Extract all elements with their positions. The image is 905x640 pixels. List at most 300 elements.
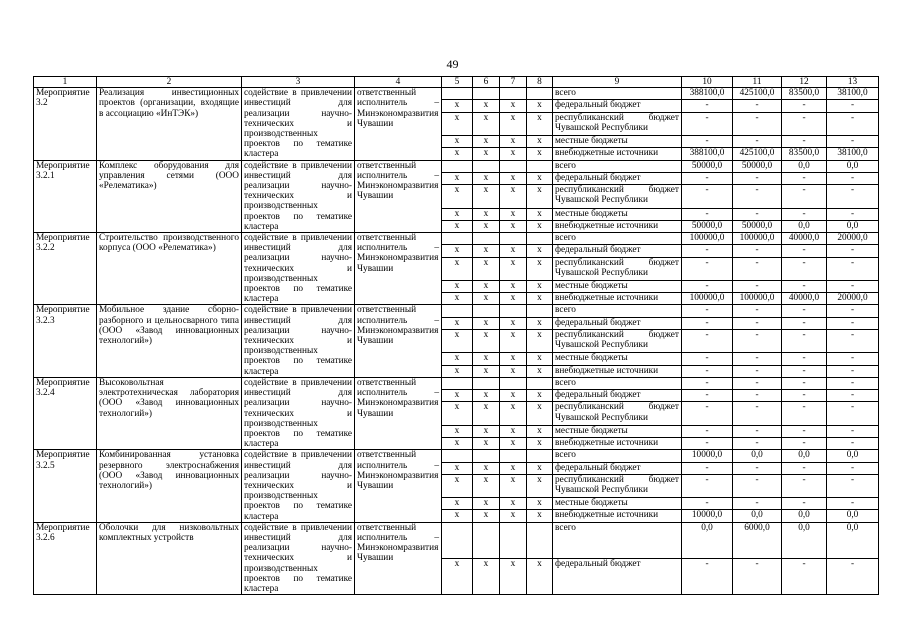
amount-cell: - bbox=[782, 245, 827, 257]
code-cell: x bbox=[500, 317, 527, 329]
column-header: 1 bbox=[34, 77, 97, 88]
code-cell bbox=[473, 305, 500, 317]
code-cell: x bbox=[473, 220, 500, 232]
activities-table bbox=[33, 76, 879, 595]
code-cell bbox=[442, 522, 473, 558]
amount-cell: - bbox=[682, 100, 733, 112]
code-cell: x bbox=[473, 317, 500, 329]
amount-cell: - bbox=[733, 245, 782, 257]
amount-cell: - bbox=[733, 112, 782, 135]
amount-cell: - bbox=[733, 462, 782, 474]
amount-cell: - bbox=[827, 438, 879, 450]
amount-cell: 100000,0 bbox=[682, 233, 733, 245]
code-cell: x bbox=[442, 208, 473, 220]
funding-source: внебюджетные источники bbox=[553, 438, 682, 450]
code-cell: x bbox=[527, 390, 553, 402]
funding-source: республиканский бюджет Чувашской Республики bbox=[553, 257, 682, 280]
code-cell: x bbox=[473, 293, 500, 305]
amount-cell: - bbox=[827, 185, 879, 208]
amount-cell: - bbox=[682, 558, 733, 594]
funding-source: федеральный бюджет bbox=[553, 390, 682, 402]
amount-cell: - bbox=[782, 257, 827, 280]
code-cell: x bbox=[442, 390, 473, 402]
code-cell: x bbox=[473, 172, 500, 184]
code-cell: x bbox=[473, 438, 500, 450]
code-cell: x bbox=[442, 438, 473, 450]
amount-cell: 10000,0 bbox=[682, 510, 733, 522]
amount-cell: - bbox=[682, 438, 733, 450]
amount-cell: - bbox=[733, 317, 782, 329]
activity-description: содействие в привлечении инвестиций для реализации научно-технических и производственных проектов по тематике кластера bbox=[242, 233, 355, 305]
amount-cell: 50000,0 bbox=[682, 220, 733, 232]
column-header: 10 bbox=[682, 77, 733, 88]
amount-cell: - bbox=[733, 402, 782, 425]
amount-cell: - bbox=[682, 425, 733, 437]
amount-cell: - bbox=[782, 438, 827, 450]
activity-id: Мероприятие 3.2 bbox=[34, 88, 97, 160]
code-cell: x bbox=[527, 257, 553, 280]
amount-cell: - bbox=[733, 280, 782, 292]
code-cell: x bbox=[527, 100, 553, 112]
amount-cell: - bbox=[682, 172, 733, 184]
funding-source: местные бюджеты bbox=[553, 208, 682, 220]
funding-source: республиканский бюджет Чувашской Республики bbox=[553, 112, 682, 135]
code-cell: x bbox=[442, 510, 473, 522]
code-cell bbox=[442, 450, 473, 462]
code-cell: x bbox=[527, 474, 553, 497]
code-cell bbox=[527, 88, 553, 100]
code-cell: x bbox=[527, 185, 553, 208]
amount-cell: - bbox=[682, 498, 733, 510]
code-cell bbox=[527, 233, 553, 245]
code-cell: x bbox=[527, 510, 553, 522]
code-cell: x bbox=[527, 148, 553, 160]
code-cell: x bbox=[500, 462, 527, 474]
code-cell: x bbox=[473, 100, 500, 112]
amount-cell: - bbox=[782, 353, 827, 365]
code-cell bbox=[473, 88, 500, 100]
code-cell: x bbox=[500, 257, 527, 280]
code-cell: x bbox=[442, 474, 473, 497]
code-cell: x bbox=[500, 100, 527, 112]
code-cell bbox=[527, 377, 553, 389]
code-cell: x bbox=[442, 112, 473, 135]
responsible-executor: ответственный исполнитель – Минэкономразвития Чувашии bbox=[355, 305, 442, 377]
amount-cell: 10000,0 bbox=[682, 450, 733, 462]
amount-cell: - bbox=[682, 462, 733, 474]
amount-cell: - bbox=[682, 377, 733, 389]
code-cell bbox=[500, 377, 527, 389]
code-cell: x bbox=[500, 365, 527, 377]
code-cell: x bbox=[527, 245, 553, 257]
code-cell bbox=[500, 233, 527, 245]
amount-cell: - bbox=[827, 257, 879, 280]
funding-source: республиканский бюджет Чувашской Республики bbox=[553, 329, 682, 352]
code-cell: x bbox=[500, 402, 527, 425]
code-cell bbox=[473, 450, 500, 462]
funding-source: внебюджетные источники bbox=[553, 510, 682, 522]
funding-source: всего bbox=[553, 450, 682, 462]
code-cell: x bbox=[442, 185, 473, 208]
amount-cell: - bbox=[827, 280, 879, 292]
amount-cell: - bbox=[682, 136, 733, 148]
amount-cell: - bbox=[827, 462, 879, 474]
code-cell: x bbox=[527, 462, 553, 474]
amount-cell: 0,0 bbox=[782, 450, 827, 462]
funding-source: внебюджетные источники bbox=[553, 365, 682, 377]
amount-cell: 0,0 bbox=[827, 510, 879, 522]
table-row bbox=[34, 233, 879, 245]
code-cell bbox=[500, 305, 527, 317]
code-cell bbox=[473, 377, 500, 389]
amount-cell: - bbox=[733, 305, 782, 317]
code-cell bbox=[527, 160, 553, 172]
amount-cell: 20000,0 bbox=[827, 233, 879, 245]
code-cell: x bbox=[473, 257, 500, 280]
code-cell: x bbox=[500, 293, 527, 305]
funding-source: федеральный бюджет bbox=[553, 462, 682, 474]
amount-cell: - bbox=[782, 402, 827, 425]
amount-cell: - bbox=[827, 136, 879, 148]
amount-cell: - bbox=[782, 329, 827, 352]
code-cell: x bbox=[442, 220, 473, 232]
code-cell: x bbox=[500, 353, 527, 365]
funding-source: всего bbox=[553, 377, 682, 389]
amount-cell: - bbox=[827, 377, 879, 389]
amount-cell: - bbox=[827, 498, 879, 510]
amount-cell: 0,0 bbox=[682, 522, 733, 558]
amount-cell: - bbox=[782, 365, 827, 377]
code-cell: x bbox=[500, 245, 527, 257]
activity-id: Мероприятие 3.2.2 bbox=[34, 233, 97, 305]
amount-cell: - bbox=[733, 558, 782, 594]
amount-cell: - bbox=[733, 425, 782, 437]
amount-cell: - bbox=[782, 136, 827, 148]
activity-name: Строительство производственного корпуса (ООО «Релематика») bbox=[97, 233, 242, 305]
code-cell: x bbox=[442, 425, 473, 437]
code-cell: x bbox=[473, 402, 500, 425]
code-cell: x bbox=[527, 317, 553, 329]
amount-cell: - bbox=[733, 172, 782, 184]
amount-cell: - bbox=[782, 390, 827, 402]
amount-cell: 20000,0 bbox=[827, 293, 879, 305]
amount-cell: - bbox=[733, 100, 782, 112]
code-cell: x bbox=[442, 172, 473, 184]
column-header: 5 bbox=[442, 77, 473, 88]
amount-cell: 38100,0 bbox=[827, 88, 879, 100]
funding-source: республиканский бюджет Чувашской Республики bbox=[553, 185, 682, 208]
code-cell: x bbox=[527, 220, 553, 232]
code-cell: x bbox=[527, 402, 553, 425]
column-header: 13 bbox=[827, 77, 879, 88]
code-cell: x bbox=[442, 100, 473, 112]
code-cell: x bbox=[473, 558, 500, 594]
table-body bbox=[34, 88, 879, 595]
code-cell bbox=[500, 450, 527, 462]
amount-cell: - bbox=[682, 317, 733, 329]
amount-cell: - bbox=[827, 172, 879, 184]
code-cell: x bbox=[473, 462, 500, 474]
code-cell: x bbox=[473, 390, 500, 402]
amount-cell: 40000,0 bbox=[782, 233, 827, 245]
code-cell: x bbox=[500, 172, 527, 184]
funding-source: внебюджетные источники bbox=[553, 220, 682, 232]
code-cell: x bbox=[473, 245, 500, 257]
code-cell: x bbox=[473, 148, 500, 160]
amount-cell: - bbox=[733, 474, 782, 497]
amount-cell: 388100,0 bbox=[682, 88, 733, 100]
amount-cell: - bbox=[782, 280, 827, 292]
funding-source: федеральный бюджет bbox=[553, 558, 682, 594]
code-cell: x bbox=[527, 558, 553, 594]
code-cell: x bbox=[527, 498, 553, 510]
funding-source: федеральный бюджет bbox=[553, 245, 682, 257]
code-cell: x bbox=[473, 329, 500, 352]
amount-cell: 425100,0 bbox=[733, 148, 782, 160]
code-cell bbox=[442, 305, 473, 317]
responsible-executor: ответственный исполнитель – Минэкономразвития Чувашии bbox=[355, 160, 442, 232]
code-cell: x bbox=[442, 148, 473, 160]
code-cell: x bbox=[500, 280, 527, 292]
code-cell: x bbox=[473, 185, 500, 208]
amount-cell: 6000,0 bbox=[733, 522, 782, 558]
code-cell bbox=[442, 88, 473, 100]
code-cell: x bbox=[442, 365, 473, 377]
amount-cell: 83500,0 bbox=[782, 88, 827, 100]
code-cell: x bbox=[473, 280, 500, 292]
column-header: 11 bbox=[733, 77, 782, 88]
code-cell: x bbox=[527, 353, 553, 365]
amount-cell: 388100,0 bbox=[682, 148, 733, 160]
code-cell: x bbox=[473, 353, 500, 365]
amount-cell: 0,0 bbox=[733, 450, 782, 462]
code-cell: x bbox=[442, 245, 473, 257]
code-cell: x bbox=[500, 498, 527, 510]
code-cell bbox=[500, 160, 527, 172]
code-cell: x bbox=[442, 280, 473, 292]
code-cell bbox=[473, 522, 500, 558]
amount-cell: 0,0 bbox=[827, 450, 879, 462]
amount-cell: - bbox=[827, 402, 879, 425]
code-cell: x bbox=[473, 498, 500, 510]
amount-cell: - bbox=[827, 245, 879, 257]
code-cell: x bbox=[442, 136, 473, 148]
amount-cell: - bbox=[827, 208, 879, 220]
amount-cell: - bbox=[682, 280, 733, 292]
amount-cell: - bbox=[682, 353, 733, 365]
activity-name: Комплекс оборудования для управления сетями (ООО «Релематика») bbox=[97, 160, 242, 232]
code-cell bbox=[473, 233, 500, 245]
activity-id: Мероприятие 3.2.6 bbox=[34, 522, 97, 594]
activity-name: Реализация инвестиционных проектов (организации, входящие в ассоциацию «ИнТЭК») bbox=[97, 88, 242, 160]
code-cell: x bbox=[527, 172, 553, 184]
amount-cell: 50000,0 bbox=[733, 160, 782, 172]
amount-cell: - bbox=[827, 329, 879, 352]
amount-cell: - bbox=[733, 390, 782, 402]
table-row bbox=[34, 305, 879, 317]
code-cell: x bbox=[473, 365, 500, 377]
code-cell: x bbox=[500, 185, 527, 208]
funding-source: местные бюджеты bbox=[553, 353, 682, 365]
code-cell: x bbox=[442, 402, 473, 425]
code-cell: x bbox=[442, 462, 473, 474]
amount-cell: - bbox=[827, 425, 879, 437]
amount-cell: - bbox=[682, 329, 733, 352]
table-row bbox=[34, 522, 879, 558]
code-cell: x bbox=[527, 293, 553, 305]
column-header: 6 bbox=[473, 77, 500, 88]
header-row bbox=[34, 77, 879, 88]
amount-cell: 0,0 bbox=[827, 522, 879, 558]
table-row bbox=[34, 377, 879, 389]
amount-cell: - bbox=[782, 112, 827, 135]
column-header: 9 bbox=[553, 77, 682, 88]
code-cell: x bbox=[500, 425, 527, 437]
activity-id: Мероприятие 3.2.3 bbox=[34, 305, 97, 377]
code-cell: x bbox=[473, 510, 500, 522]
amount-cell: - bbox=[827, 305, 879, 317]
code-cell bbox=[527, 522, 553, 558]
table-row bbox=[34, 88, 879, 100]
amount-cell: 83500,0 bbox=[782, 148, 827, 160]
amount-cell: 50000,0 bbox=[682, 160, 733, 172]
code-cell: x bbox=[527, 438, 553, 450]
code-cell bbox=[500, 522, 527, 558]
amount-cell: - bbox=[782, 305, 827, 317]
code-cell: x bbox=[473, 112, 500, 135]
table-row bbox=[34, 160, 879, 172]
code-cell: x bbox=[500, 510, 527, 522]
activity-name: Комбинированная установка резервного электроснабжения (ООО «Завод инновационных технологий») bbox=[97, 450, 242, 522]
funding-source: федеральный бюджет bbox=[553, 172, 682, 184]
amount-cell: 0,0 bbox=[782, 160, 827, 172]
amount-cell: 40000,0 bbox=[782, 293, 827, 305]
amount-cell: 0,0 bbox=[782, 522, 827, 558]
code-cell: x bbox=[527, 365, 553, 377]
code-cell: x bbox=[500, 329, 527, 352]
amount-cell: - bbox=[782, 185, 827, 208]
amount-cell: - bbox=[733, 185, 782, 208]
amount-cell: 0,0 bbox=[827, 220, 879, 232]
activity-id: Мероприятие 3.2.5 bbox=[34, 450, 97, 522]
column-header: 12 bbox=[782, 77, 827, 88]
funding-source: республиканский бюджет Чувашской Республики bbox=[553, 402, 682, 425]
code-cell: x bbox=[527, 425, 553, 437]
amount-cell: - bbox=[827, 365, 879, 377]
column-header: 2 bbox=[97, 77, 242, 88]
code-cell: x bbox=[527, 136, 553, 148]
funding-source: федеральный бюджет bbox=[553, 317, 682, 329]
responsible-executor: ответственный исполнитель – Минэкономразвития Чувашии bbox=[355, 88, 442, 160]
code-cell bbox=[473, 160, 500, 172]
amount-cell: - bbox=[782, 172, 827, 184]
code-cell: x bbox=[500, 220, 527, 232]
code-cell: x bbox=[442, 293, 473, 305]
activity-name: Мобильное здание сборно-разборного и цельносварного типа (ООО «Завод инновационных технологий») bbox=[97, 305, 242, 377]
amount-cell: - bbox=[733, 377, 782, 389]
code-cell: x bbox=[473, 425, 500, 437]
amount-cell: - bbox=[782, 317, 827, 329]
funding-source: республиканский бюджет Чувашской Республики bbox=[553, 474, 682, 497]
code-cell: x bbox=[442, 317, 473, 329]
amount-cell: 100000,0 bbox=[682, 293, 733, 305]
amount-cell: 0,0 bbox=[782, 220, 827, 232]
funding-source: внебюджетные источники bbox=[553, 148, 682, 160]
activity-description: содействие в привлечении инвестиций для реализации научно-технических и производственных проектов по тематике кластера bbox=[242, 88, 355, 160]
code-cell: x bbox=[500, 474, 527, 497]
code-cell bbox=[527, 305, 553, 317]
amount-cell: - bbox=[782, 208, 827, 220]
code-cell: x bbox=[500, 390, 527, 402]
code-cell bbox=[442, 160, 473, 172]
amount-cell: - bbox=[682, 208, 733, 220]
amount-cell: - bbox=[782, 558, 827, 594]
code-cell bbox=[442, 377, 473, 389]
amount-cell: - bbox=[782, 474, 827, 497]
amount-cell: - bbox=[682, 245, 733, 257]
activity-name: Высоковольтная электротехническая лаборатория (ООО «Завод инновационных технологий») bbox=[97, 377, 242, 449]
code-cell: x bbox=[500, 558, 527, 594]
responsible-executor: ответственный исполнитель – Минэкономразвития Чувашии bbox=[355, 450, 442, 522]
amount-cell: 425100,0 bbox=[733, 88, 782, 100]
amount-cell: - bbox=[733, 438, 782, 450]
funding-source: всего bbox=[553, 160, 682, 172]
funding-source: всего bbox=[553, 88, 682, 100]
code-cell: x bbox=[527, 208, 553, 220]
amount-cell: - bbox=[733, 208, 782, 220]
activity-id: Мероприятие 3.2.4 bbox=[34, 377, 97, 449]
activity-id: Мероприятие 3.2.1 bbox=[34, 160, 97, 232]
amount-cell: - bbox=[782, 498, 827, 510]
code-cell: x bbox=[442, 329, 473, 352]
code-cell: x bbox=[527, 280, 553, 292]
funding-source: местные бюджеты bbox=[553, 136, 682, 148]
code-cell: x bbox=[500, 208, 527, 220]
amount-cell: - bbox=[682, 257, 733, 280]
code-cell: x bbox=[473, 136, 500, 148]
amount-cell: - bbox=[682, 365, 733, 377]
amount-cell: 38100,0 bbox=[827, 148, 879, 160]
amount-cell: - bbox=[733, 136, 782, 148]
amount-cell: - bbox=[782, 100, 827, 112]
column-header: 3 bbox=[242, 77, 355, 88]
code-cell: x bbox=[500, 112, 527, 135]
responsible-executor: ответственный исполнитель – Минэкономразвития Чувашии bbox=[355, 233, 442, 305]
code-cell bbox=[500, 88, 527, 100]
code-cell: x bbox=[500, 136, 527, 148]
amount-cell: - bbox=[733, 498, 782, 510]
amount-cell: - bbox=[733, 353, 782, 365]
responsible-executor: ответственный исполнитель – Минэкономразвития Чувашии bbox=[355, 377, 442, 449]
amount-cell: - bbox=[827, 353, 879, 365]
code-cell bbox=[442, 233, 473, 245]
activity-name: Оболочки для низковольтных комплектных устройств bbox=[97, 522, 242, 594]
activity-description: содействие в привлечении инвестиций для реализации научно-технических и производственных проектов по тематике кластера bbox=[242, 450, 355, 522]
column-header: 7 bbox=[500, 77, 527, 88]
amount-cell: - bbox=[682, 305, 733, 317]
code-cell: x bbox=[527, 329, 553, 352]
amount-cell: - bbox=[682, 474, 733, 497]
amount-cell: - bbox=[827, 112, 879, 135]
activity-description: содействие в привлечении инвестиций для реализации научно-технических и производственных проектов по тематике кластера bbox=[242, 377, 355, 449]
amount-cell: - bbox=[827, 558, 879, 594]
amount-cell: - bbox=[827, 390, 879, 402]
code-cell: x bbox=[442, 558, 473, 594]
code-cell: x bbox=[473, 474, 500, 497]
code-cell: x bbox=[500, 148, 527, 160]
funding-source: всего bbox=[553, 522, 682, 558]
amount-cell: 0,0 bbox=[827, 160, 879, 172]
